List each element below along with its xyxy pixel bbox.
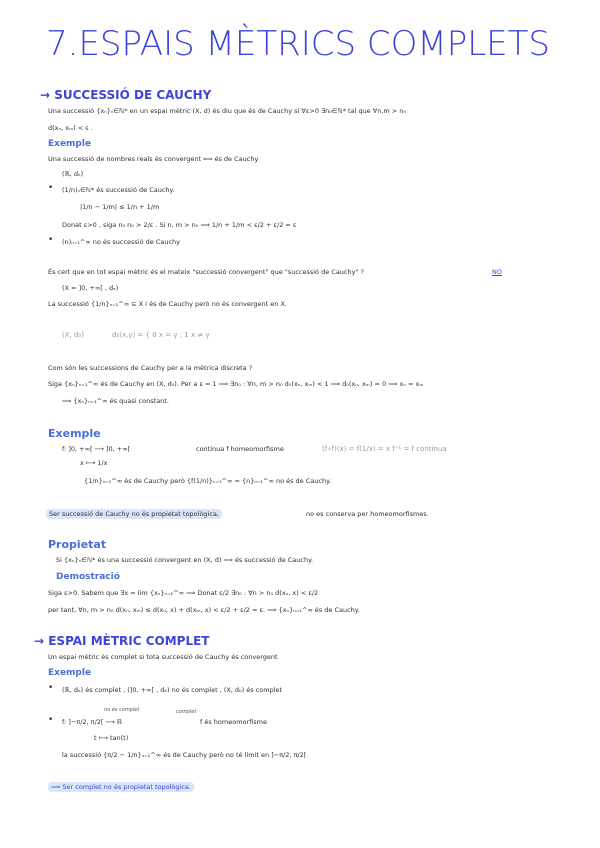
example-line-3: (1/n)ₙ∈ℕ* és successió de Cauchy. (62, 186, 175, 194)
highlight-not-topological: Ser successió de Cauchy no és propietat topològica, (46, 509, 222, 519)
tan-map-definition: f: ]−π/2, π/2[ ⟶ ℝ (62, 718, 123, 726)
complete-examples: (ℝ, dₑ) és complet , (]0, +∞[ , dₑ) no és complet , (X, d₀) és complet (62, 686, 283, 694)
question-answer: NO (492, 268, 502, 276)
section-heading-complete: → ESPAI MÈTRIC COMPLET (34, 634, 210, 648)
bullet: • (48, 183, 54, 193)
counterexample-line: La successió {1/n}ₙ₌₁^∞ ⊆ X i és de Cauchy però no és convergent en X. (48, 300, 287, 308)
map-inverse-note: (f∘f)(x) = f(1/x) = x f⁻¹ = f contínua (322, 445, 447, 453)
question-line: És cert que en tot espai mètric és el mateix "successió convergent" que "successió de Cauchy" ? (48, 268, 364, 276)
note-not-complete: no és complet (104, 707, 140, 713)
map-definition: f: ]0, +∞[ ⟶ ]0, +∞[ (62, 445, 131, 453)
highlight-continuation: no es conserva per homeomorfismes. (306, 510, 429, 518)
discrete-space: (X, d₀) (62, 331, 84, 339)
example-label-2: Exemple (48, 427, 101, 440)
map-rule: x ⟼ 1/x (80, 459, 108, 467)
proof-label: Demostració (56, 572, 120, 582)
bullet: • (48, 683, 54, 693)
definition-line-1: Una successió {xₙ}ₙ∈ℕ* en un espai mètric (X, d) és diu que és de Cauchy si ∀ε>0 ∃n₀∈ℕ* tal que ∀n,m > n₀ (48, 107, 407, 115)
example-line-4: |1/n − 1/m| ≤ 1/n + 1/m (80, 203, 160, 211)
section-heading-cauchy: → SUCCESSIÓ DE CAUCHY (40, 88, 212, 102)
bullet: • (48, 235, 54, 245)
property-heading: Propietat (48, 538, 107, 551)
example-line-1: Una successió de nombres reals és convergent ⟺ és de Cauchy (48, 155, 259, 163)
page-title: 7.ESPAIS MÈTRICS COMPLETS (46, 24, 550, 64)
complete-definition: Un espai mètric és complet si tota successió de Cauchy és convergent (48, 653, 278, 661)
example-line-6: (n)ₙ₌₁^∞ no és successió de Cauchy (62, 238, 181, 246)
example-line-2: (ℝ, dₑ) (62, 170, 84, 178)
example-label-1: Exemple (48, 139, 92, 149)
discrete-proof-1: Siga {xₙ}ₙ₌₁^∞ és de Cauchy en (X, d₀). Per a ε = 1 ⟹ ∃n₀ : ∀n, m > n₀ d₀(xₙ, xₘ) < 1 ⟹ d₀(xₙ, xₘ) = 0 ⟹ xₙ = xₘ (48, 380, 424, 388)
final-conclusion: ⟹ Ser complet no és propietat topològica. (48, 782, 194, 792)
map-cauchy-image: {1/n}ₙ₌₁^∞ és de Cauchy però {f(1/n)}ₙ₌₁^∞ = {n}ₙ₌₁^∞ no és de Cauchy. (84, 477, 332, 485)
note-complete: complet (176, 709, 197, 715)
discrete-question: Com són les successions de Cauchy per a la mètrica discreta ? (48, 364, 253, 372)
discrete-proof-2: ⟹ {xₙ}ₙ₌₁^∞ és quasi constant. (62, 397, 169, 405)
bullet: • (48, 715, 54, 725)
counterexample-space: (X = ]0, +∞[ , dₑ) (62, 284, 119, 292)
example-label-3: Exemple (48, 668, 92, 678)
definition-line-2: d(xₙ, xₘ) < ε . (48, 124, 93, 132)
property-statement: Si {xₙ}ₙ∈ℕ* és una successió convergent en (X, d) ⟹ és successió de Cauchy. (56, 556, 314, 564)
example-line-5: Donat ε>0 , siga n₀ n₀ > 2/ε . Si n, m > n₀ ⟹ 1/n + 1/m < ε/2 + ε/2 = ε (62, 221, 297, 229)
proof-line-1: Siga ε>0. Sabem que ∃x = lim {xₙ}ₙ₌₁^∞ ⟹ Donat ε/2 ∃n₀ : ∀n > n₀ d(xₙ, x) < ε/2 (48, 589, 319, 597)
proof-line-2: per tant, ∀n, m > n₀ d(xₙ, xₘ) ≤ d(xₙ, x) + d(xₘ, x) < ε/2 + ε/2 = ε. ⟹ {xₙ}ₙ₌₁^∞ és de Cauchy. (48, 606, 360, 614)
tan-map-rule: t ⟼ tan(t) (94, 734, 129, 742)
tan-cauchy-line: la successió {π/2 − 1/n}ₙ₌₁^∞ és de Cauchy però no té límit en ]−π/2, π/2[ (62, 751, 307, 759)
tan-map-homeomorphism: f és homeomorfisme (200, 718, 268, 726)
map-homeomorphism: contínua f homeomorfisme (196, 445, 284, 453)
discrete-metric: d₀(x,y) = { 0 x = y ; 1 x ≠ y (112, 331, 210, 339)
